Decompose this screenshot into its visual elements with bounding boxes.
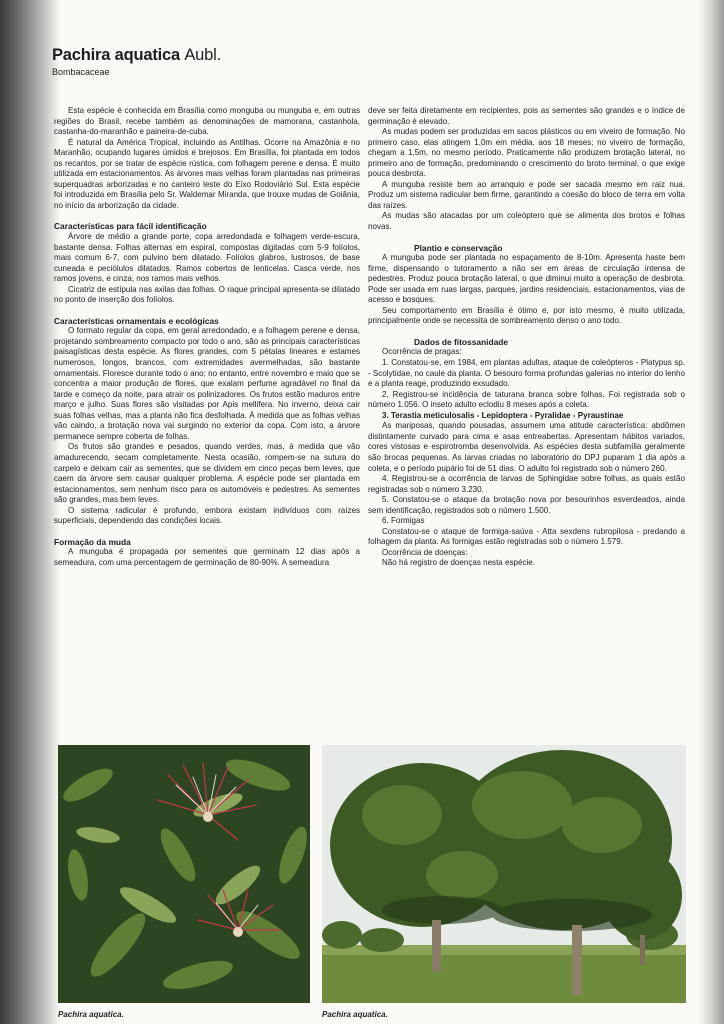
intro-paragraph: Esta espécie é conhecida em Brasília como monguba ou munguba e, em outras regiões do Brasil, recebe também as denominações de mamorana, castanhola, castanha-do-maranhão e paineira-de-cuba.	[54, 106, 360, 137]
section-heading-seedling: Formação da muda	[54, 536, 131, 547]
identification-paragraph: Árvore de médio a grande porte, copa arredondada e folhagem verde-escura, bastante densa. Folhas alternas em espiral, compostas digitadas com 5-9 folíolos, mais comum 6-7, com pulvino bem dilatado. Folíolos glabros, lustrosos, de base cuneada e peciólulos dilatados. Ramos cobertos de lenticelas. Casca verde, nos ramos jovens, e cinza, nos ramos mais velhos.	[54, 232, 360, 284]
origin-paragraph: É natural da América Tropical, incluindo as Antilhas. Ocorre na Amazônia e no Maranhão, ocupando lugares úmidos e brejosos. Em Brasília, foi plantada em todos os recantos, por se tratar de espécie rústica, com folhagem perene e densa. É muito utilizada em estacionamentos. As árvores mais velhas foram plantadas nas primeiras superquadras arborizadas e no canteiro leste do Eixo Rodoviário Sul. Esta espécie foi introduzida em Brasília pelo Sr. Waldemar Miranda, que trouxe mudas de Goiânia, no início da arborização da cidade.	[54, 137, 360, 210]
stipule-paragraph: Cicatriz de estípula nas axilas das folhas. O raque principal apresenta-se dilatado no ponto de inserção dos folíolos.	[54, 284, 360, 305]
root-paragraph: O sistema radicular é profundo, embora existam indivíduos com raízes superficiais, dependendo das condições locais.	[54, 505, 360, 526]
diseases-label: Ocorrência de doenças:	[382, 547, 468, 557]
pest-item-1: 1. Constatou-se, em 1984, em plantas adultas, ataque de coleópteros - Platypus sp. - Scolytidae, no caule da planta. O besouro forma profundas galerias no interior do lenho e a planta reage, produzindo exsudado.	[368, 358, 685, 389]
pests-label: Ocorrência de pragas:	[382, 347, 462, 357]
section-heading-identification: Características para fácil identificação	[54, 221, 207, 232]
pest-item-3-text: As mariposas, quando pousadas, assumem uma atitude característica: abdômen distintamente curvado para cima e asas entreabertas. Apresentam hábitos variados, cores vistosas e espirotromba desenvolvida. As espécies desta subfamília geralmente são brocas pequenas. As larvas criadas no laboratório do DPJ puparam 1 dia após a coleta, e o período pupário foi de 51 dias. O adulto foi registrado sob o número 260.	[368, 421, 685, 473]
text-column-left	[54, 106, 360, 568]
nursery-paragraph: As mudas podem ser produzidas em sacos plásticos ou em viveiro de formação. No primeiro caso, elas atingem 1,0m em média, aos 18 meses; no viveiro de formação, chegam a 1,5m, no mesmo período. Praticamente não produzem brotação lateral, no primeiro ano de formação, predominando o crescimento do broto terminal, o que exige pouca desbrota.	[368, 127, 685, 179]
sowing-paragraph: deve ser feita diretamente em recipientes, pois as sementes são grandes e o índice de germinação é elevado.	[368, 106, 685, 126]
pest-item-4: 4. Registrou-se a ocorrência de larvas de Sphingidae sobre folhas, as quais estão registradas sob o número 3.230.	[368, 474, 685, 494]
fruits-paragraph: Os frutos são grandes e pesados, quando verdes, mas, à medida que vão amadurecendo, secam completamente. Nesta ocasião, rompem-se na sutura do carpelo e deixam cair as sementes, que se dividem em cinco peças bem leves, que caem da árvore sem causar qualquer problema. A espécie pode ser plantada em estacionamentos, sem nenhum risco para os automóveis e pedestres. As sementes são grandes, mas bem leves.	[54, 442, 360, 505]
pest-item-6-text: Constatou-se o ataque de formiga-saúva - Atta sexdens rubropilosa - predando a folhagem da planta. As formigas estão registradas sob o número 1.579.	[368, 526, 685, 547]
diseases-text: Não há registro de doenças nesta espécie.	[382, 558, 535, 568]
species-name: Pachira aquatica	[52, 46, 180, 64]
species-author: Aubl.	[184, 46, 221, 64]
pest-item-6-title: 6. Formigas	[382, 516, 425, 526]
pest-seedling-paragraph: As mudas são atacadas por um coleóptero que se alimenta dos brotos e folhas novas.	[368, 211, 685, 232]
flower-photo-caption: Pachira aquatica.	[58, 1010, 124, 1019]
text-column-right	[368, 106, 685, 569]
flower-photo	[58, 745, 310, 1003]
species-header	[52, 46, 221, 77]
page-edge-shadow	[698, 0, 724, 1024]
behaviour-paragraph: Seu comportamento em Brasília é ótimo e, por isto mesmo, é muito utilizada, principalmente onde se necessita de sombreamento denso o ano todo.	[368, 305, 685, 326]
section-heading-ornamental: Características ornamentais e ecológicas	[54, 315, 219, 326]
ornamental-paragraph: O formato regular da copa, em geral arredondado, e a folhagem perene e densa, projetando sombreamento compacto por todo o ano, são as principais características paisagísticas desta espécie. As flores grandes, com 5 pétalas lineares e estames numerosos, longos, brancos, com extremidades avermelhadas, são bastante ornamentais. Floresce durante todo o ano; no entanto, entre novembro e maio que se concentra a maior produção de flores, que exalam perfume agradável no final da tarde e começo da noite, para atrair os polinizadores. Os frutos estão maduros entre março e julho. Suas flores são visitadas por Apis mellifera. No inverno, deixa cair suas folhas velhas, mas a planta não fica desfolhada. À medida que as folhas velhas vão caindo, a brotação nova vai surgindo no exterior da copa. Com isto, a árvore permanece sempre coberta de folhas.	[54, 326, 360, 441]
book-spine-shadow	[0, 0, 60, 1024]
pest-item-5: 5. Constatou-se o ataque da brotação nova por besourinhos esverdeados, ainda sem identificação, registrados sob o número 1.500.	[368, 495, 685, 515]
species-family: Bombacaceae	[52, 67, 110, 77]
pest-item-3-title: 3. Terastia meticulosalis - Lepidoptera - Pyralidae - Pyraustinae	[382, 410, 624, 420]
section-heading-planting: Plantio e conservação	[414, 242, 503, 253]
species-title	[52, 46, 221, 65]
trees-photo-caption: Pachira aquatica.	[322, 1010, 388, 1019]
pest-item-2: 2. Registrou-se incidência de taturana branca sobre folhas. Foi registrada sob o número 1.056. O inseto adulto eclodiu 8 meses após a coleta.	[368, 389, 685, 410]
planting-paragraph: A munguba pode ser plantada no espaçamento de 8-10m. Apresenta haste bem firme, dispensando o tutoramento a não ser em áreas de circulação intensa de pedestres. Produz pouca brotação lateral, o que diminui muito a operação de desbrota. Pode ser usada em ruas largas, parques, jardins residenciais, estacionamentos, vias de acesso e bosques.	[368, 253, 685, 305]
transplant-paragraph: A munguba resiste bem ao arranquio e pode ser sacada mesmo em raiz nua. Produz um sistema radicular bem firme, garantindo a coesão do bloco de terra em volta das raízes.	[368, 179, 685, 210]
seedling-paragraph: A munguba é propagada por sementes que germinam 12 dias após a semeadura, com uma percentagem de germinação de 80-90%. A semeadura	[54, 547, 360, 567]
trees-photo	[322, 745, 686, 1003]
section-heading-phytosanitary: Dados de fitossanidade	[414, 336, 509, 347]
